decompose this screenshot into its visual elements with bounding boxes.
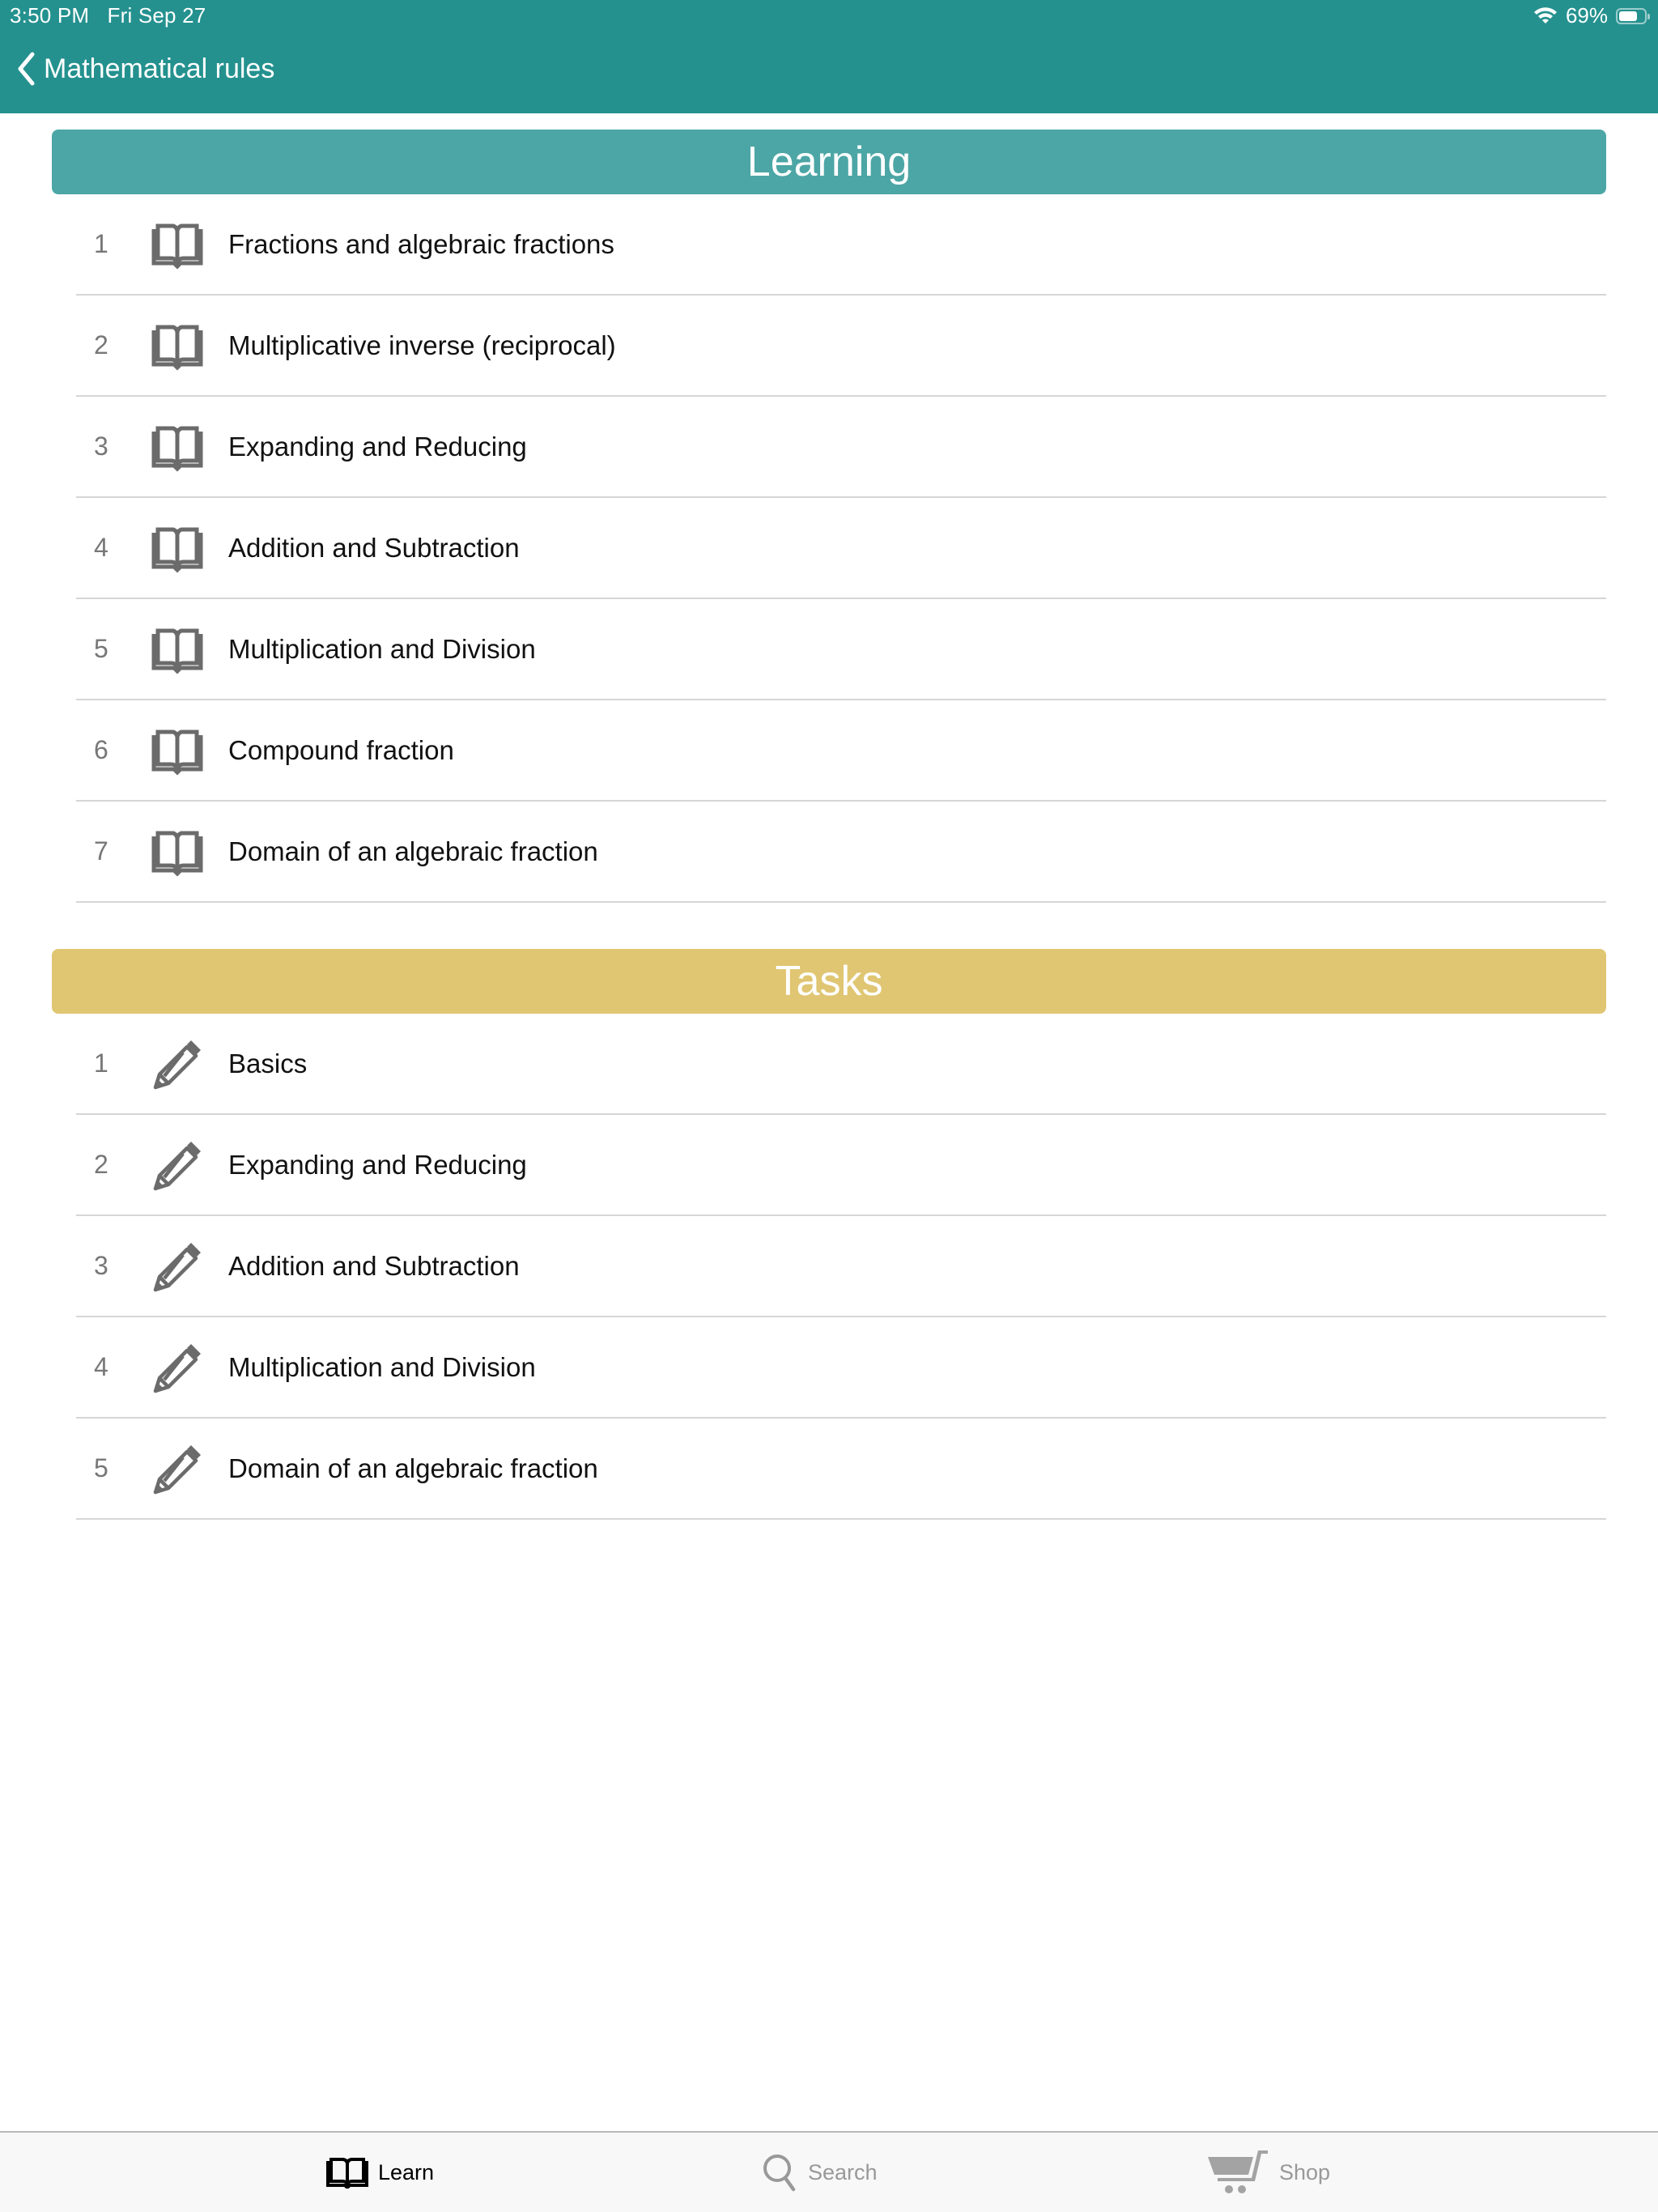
item-label: Expanding and Reducing — [228, 1149, 527, 1180]
pencil-icon — [151, 1240, 204, 1293]
chevron-left-icon — [16, 52, 36, 86]
item-label: Domain of an algebraic fraction — [228, 1453, 598, 1483]
learning-item-2[interactable] — [76, 296, 1606, 397]
tab-search[interactable] — [761, 2133, 878, 2212]
book-icon — [151, 724, 204, 777]
tab-learn[interactable] — [326, 2133, 434, 2212]
status-date: Fri Sep 27 — [107, 3, 206, 28]
item-number: 7 — [94, 836, 108, 866]
book-icon — [326, 2156, 368, 2189]
item-label: Addition and Subtraction — [228, 532, 520, 563]
battery-icon — [1616, 8, 1647, 24]
cart-icon — [1208, 2149, 1269, 2196]
item-label: Fractions and algebraic fractions — [228, 228, 614, 259]
learning-item-4[interactable] — [76, 498, 1606, 599]
item-label: Multiplication and Division — [228, 633, 536, 664]
item-number: 5 — [94, 1453, 108, 1482]
book-icon — [151, 218, 204, 271]
item-label: Multiplication and Division — [228, 1351, 536, 1382]
item-number: 3 — [94, 1251, 108, 1280]
item-label: Domain of an algebraic fraction — [228, 836, 598, 866]
tab-label: Learn — [378, 2159, 435, 2184]
back-label: Mathematical rules — [44, 53, 275, 84]
item-number: 1 — [94, 1049, 108, 1078]
tasks-section-header: Tasks — [52, 949, 1606, 1014]
task-item-3[interactable] — [76, 1216, 1606, 1317]
back-button[interactable] — [16, 52, 274, 86]
task-item-1[interactable] — [76, 1014, 1606, 1115]
pencil-icon — [151, 1037, 204, 1091]
item-label: Compound fraction — [228, 734, 454, 765]
tab-shop[interactable] — [1208, 2133, 1330, 2212]
learning-section-header: Learning — [52, 130, 1606, 194]
wifi-icon — [1533, 7, 1558, 25]
item-label: Expanding and Reducing — [228, 431, 527, 462]
item-number: 1 — [94, 229, 108, 258]
learning-item-6[interactable] — [76, 700, 1606, 802]
tab-label: Shop — [1279, 2159, 1331, 2184]
search-icon — [761, 2152, 798, 2193]
navigation-bar — [0, 0, 1658, 113]
tab-bar — [0, 2131, 1658, 2212]
item-number: 2 — [94, 1150, 108, 1179]
book-icon — [151, 521, 204, 575]
pencil-icon — [151, 1442, 204, 1495]
learning-item-3[interactable] — [76, 397, 1606, 498]
status-time-date — [10, 3, 206, 28]
tasks-list — [76, 1014, 1606, 1520]
book-icon — [151, 420, 204, 474]
item-number: 5 — [94, 634, 108, 663]
item-label: Multiplicative inverse (reciprocal) — [228, 330, 616, 360]
pencil-icon — [151, 1341, 204, 1394]
item-number: 6 — [94, 735, 108, 764]
tab-label: Search — [808, 2159, 878, 2184]
task-item-2[interactable] — [76, 1115, 1606, 1216]
learning-list — [76, 194, 1606, 903]
learning-item-1[interactable] — [76, 194, 1606, 296]
battery-percent: 69% — [1565, 3, 1608, 28]
item-number: 4 — [94, 1352, 108, 1381]
status-indicators — [1533, 3, 1647, 28]
task-item-5[interactable] — [76, 1419, 1606, 1520]
learning-item-7[interactable] — [76, 802, 1606, 903]
status-time: 3:50 PM — [10, 3, 90, 28]
item-number: 2 — [94, 330, 108, 359]
item-number: 4 — [94, 533, 108, 562]
item-label: Addition and Subtraction — [228, 1250, 520, 1281]
task-item-4[interactable] — [76, 1317, 1606, 1419]
book-icon — [151, 319, 204, 372]
pencil-icon — [151, 1138, 204, 1192]
book-icon — [151, 825, 204, 878]
book-icon — [151, 623, 204, 676]
learning-item-5[interactable] — [76, 599, 1606, 700]
item-label: Basics — [228, 1048, 308, 1078]
item-number: 3 — [94, 432, 108, 461]
